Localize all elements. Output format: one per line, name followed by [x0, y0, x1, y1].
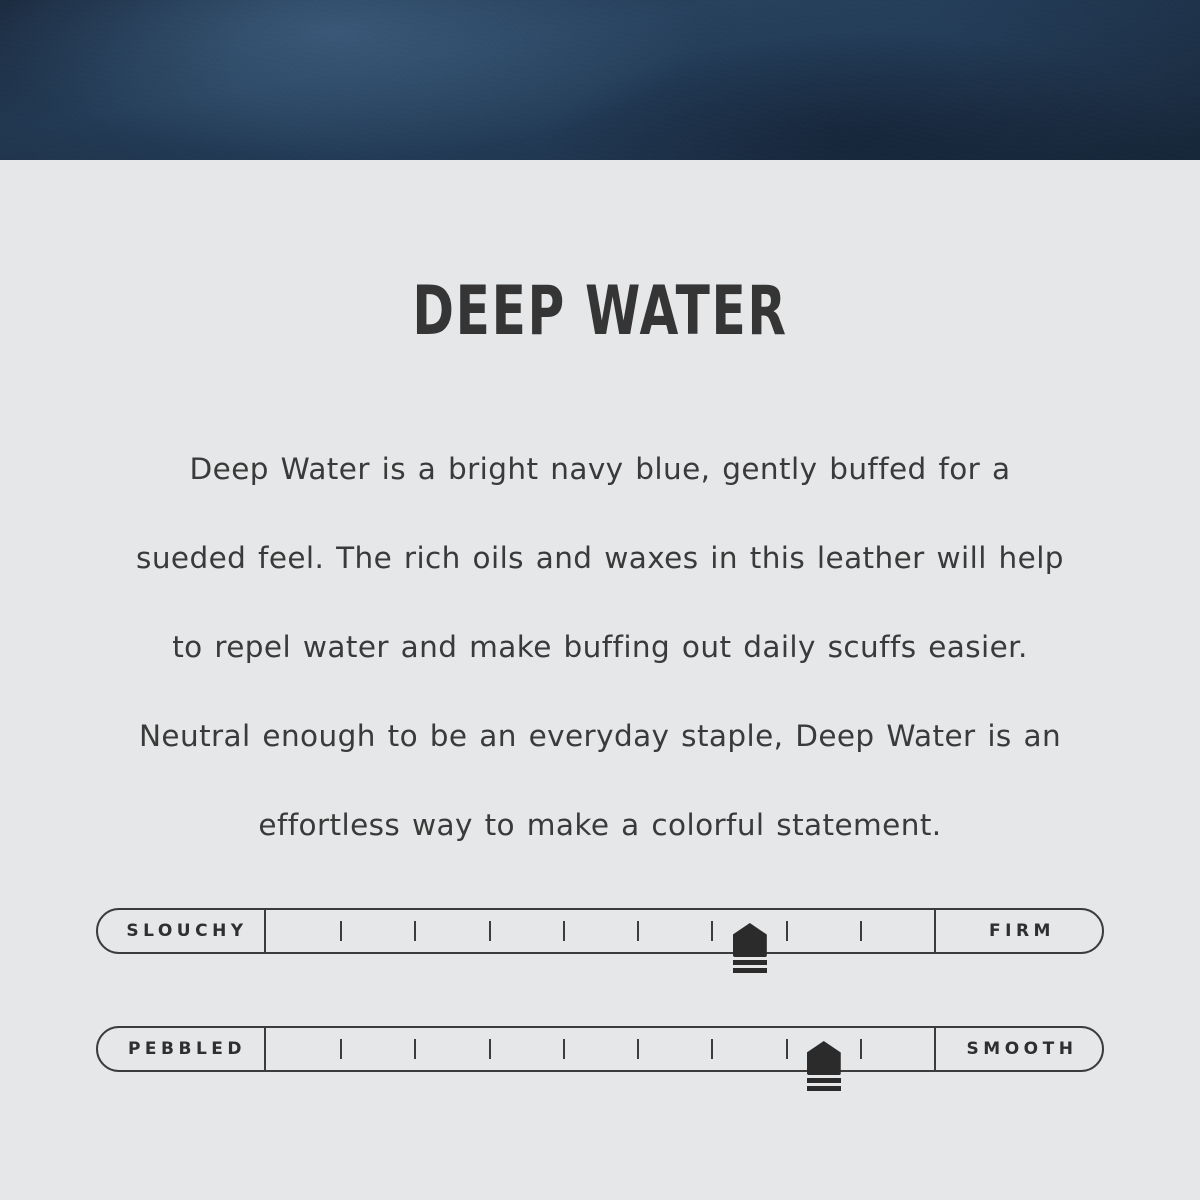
leather-swatch-image — [0, 0, 1200, 160]
slider-tick — [489, 921, 491, 941]
description-text: Deep Water is a bright navy blue, gently buffed for a sueded feel. The rich oils and waxes in this leather will help to repel water and make buffing out daily scuffs easier. Neutral enough to be an everyday staple, Deep Water is an effortless way to make a colorful statement. — [136, 452, 1064, 842]
firmness-slider-ticks — [266, 910, 934, 952]
swatch-vignette — [0, 0, 1200, 160]
texture-slider-right-label: SMOOTH — [934, 1028, 1102, 1070]
firmness-slider-right-label: FIRM — [934, 910, 1102, 952]
texture-slider-left-label: PEBBLED — [98, 1028, 266, 1070]
slider-tick — [786, 1039, 788, 1059]
slider-tick — [414, 1039, 416, 1059]
slider-tick — [563, 1039, 565, 1059]
slider-tick — [711, 1039, 713, 1059]
texture-slider[interactable] — [96, 1026, 1104, 1072]
slider-tick — [340, 921, 342, 941]
texture-slider-marker[interactable] — [807, 1041, 841, 1091]
slider-tick — [489, 1039, 491, 1059]
slider-tick — [563, 921, 565, 941]
slider-tick — [637, 921, 639, 941]
slider-tick — [711, 921, 713, 941]
firmness-slider-marker[interactable] — [733, 923, 767, 973]
slider-tick — [637, 1039, 639, 1059]
firmness-slider-left-label: SLOUCHY — [98, 910, 266, 952]
firmness-slider[interactable] — [96, 908, 1104, 954]
page-title: DEEP WATER — [412, 272, 788, 351]
slider-tick — [860, 1039, 862, 1059]
slider-tick — [786, 921, 788, 941]
slider-tick — [414, 921, 416, 941]
slider-tick — [340, 1039, 342, 1059]
slider-tick — [860, 921, 862, 941]
